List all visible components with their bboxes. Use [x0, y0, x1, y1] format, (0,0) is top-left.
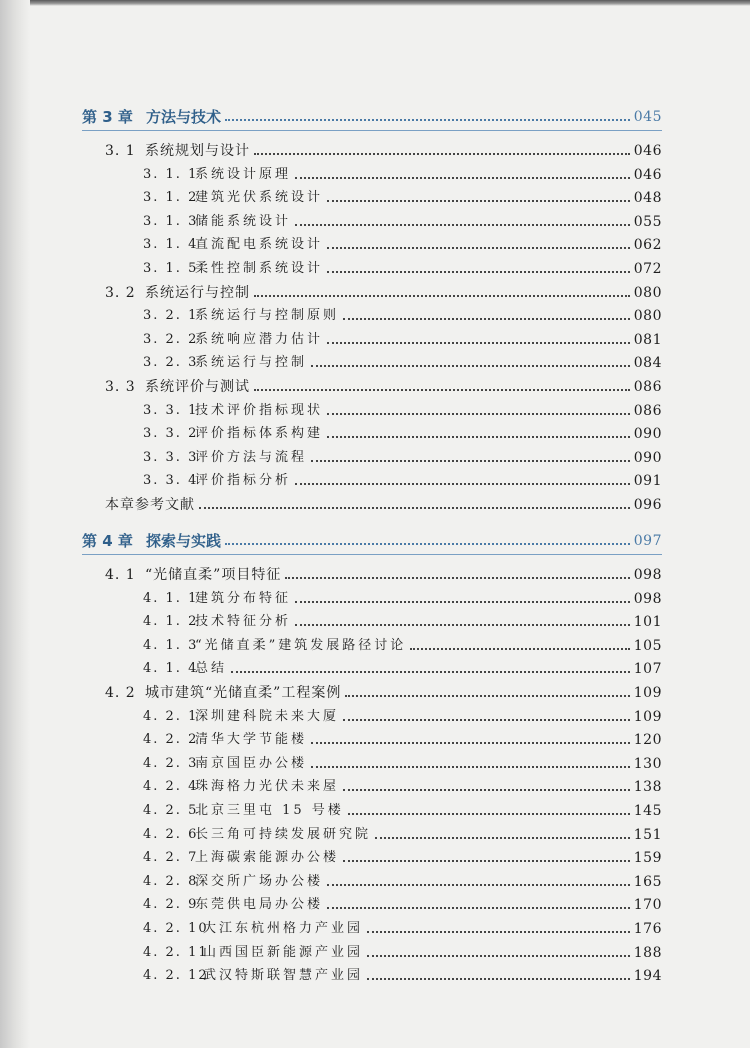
toc-entry-title: 南京国臣办公楼 [195, 756, 308, 771]
toc-entry[interactable] [82, 608, 662, 630]
toc-entry-number: 4. 1. 1 [143, 591, 199, 606]
toc-entry-title: 上海碳索能源办公楼 [195, 850, 340, 865]
toc-entry-label [82, 709, 339, 725]
dot-leader [254, 295, 630, 297]
toc-entry-title: “光储直柔”项目特征 [145, 567, 282, 583]
toc-entry-title: 长三角可持续发展研究院 [195, 827, 372, 842]
toc-entry[interactable] [82, 397, 662, 419]
page-top-edge [0, 0, 750, 6]
toc-entry-label [82, 237, 323, 253]
toc-entry-label [82, 497, 195, 513]
toc-entry-label [82, 332, 323, 348]
dot-leader [231, 671, 630, 673]
toc-entry-number: 3. 3. 4 [143, 473, 199, 488]
toc-entry-title: 评价方法与流程 [195, 450, 308, 465]
toc-entry-label [82, 426, 323, 442]
toc-entry-label [82, 968, 363, 984]
toc-entry-label [82, 732, 307, 748]
toc-entry-title: 探索与实践 [146, 532, 222, 550]
toc-entry-number: 4. 2. 1 [143, 709, 199, 724]
toc-page-number: 090 [633, 426, 662, 442]
toc-page-number: 091 [633, 473, 662, 489]
toc-entry-title: 评价指标分析 [195, 473, 292, 488]
toc-entry[interactable] [82, 915, 662, 937]
toc-page-number: 105 [633, 638, 662, 654]
toc-page-number: 046 [633, 143, 662, 159]
toc-entry-label [82, 591, 291, 607]
dot-leader [285, 577, 629, 579]
dot-leader [295, 224, 630, 226]
toc-entry[interactable] [82, 373, 662, 395]
dot-leader [311, 766, 630, 768]
toc-entry-title: 评价指标体系构建 [195, 426, 324, 441]
toc-entry-title: 系统规划与设计 [145, 143, 250, 159]
toc-entry-label [82, 379, 250, 395]
toc-entry[interactable] [82, 208, 662, 230]
toc-entry-label [82, 450, 307, 466]
toc-entry-number: 4. 2 [105, 685, 136, 701]
dot-leader [311, 460, 630, 462]
toc-entry[interactable] [82, 797, 662, 819]
toc-entry-number: 4. 2. 9 [143, 897, 199, 912]
toc-entry-label [82, 261, 323, 277]
toc-entry-number: 3. 3. 3 [143, 450, 199, 465]
dot-leader [254, 389, 630, 391]
toc-entry-label [82, 214, 291, 230]
toc-entry-title: 系统运行与控制原则 [195, 308, 340, 323]
toc-page-number: 046 [633, 167, 662, 183]
toc-entry-title: 系统评价与测试 [145, 379, 250, 395]
toc-entry-label [82, 567, 281, 583]
dot-leader [367, 931, 630, 933]
toc-entry-number: 4. 2. 7 [143, 850, 199, 865]
toc-entry[interactable] [82, 231, 662, 253]
toc-entry-title: 深圳建科院未来大厦 [195, 709, 340, 724]
toc-entry-number: 3. 1. 4 [143, 237, 199, 252]
toc-page-number: 086 [633, 379, 662, 395]
toc-entry-number: 4. 2. 3 [143, 756, 199, 771]
toc-entry-number: 3. 2 [105, 285, 136, 301]
dot-leader [348, 813, 630, 815]
toc-entry-title: 清华大学节能楼 [195, 732, 308, 747]
dot-leader [327, 271, 630, 273]
toc-entry[interactable] [82, 561, 662, 583]
toc-entry-title: 武汉特斯联智慧产业园 [203, 968, 364, 983]
toc-entry[interactable] [82, 868, 662, 890]
dot-leader [327, 907, 630, 909]
toc-entry-title: 建筑光伏系统设计 [195, 190, 324, 205]
toc-entry[interactable] [82, 349, 662, 371]
toc-entry-title: 大江东杭州格力产业园 [203, 921, 364, 936]
toc-entry-title: 总结 [195, 661, 228, 676]
toc-entry-number: 4. 2. 4 [143, 779, 199, 794]
toc-entry-title: 深交所广场办公楼 [195, 874, 324, 889]
toc-entry-number: 4. 2. 6 [143, 827, 199, 842]
toc-entry[interactable] [82, 326, 662, 348]
toc-page-number: 109 [633, 685, 662, 701]
toc-entry-number: 第 3 章 [82, 108, 133, 126]
toc-entry-number: 4. 2. 2 [143, 732, 199, 747]
toc-entry-number: 3. 3. 2 [143, 426, 199, 441]
toc-entry[interactable] [82, 844, 662, 866]
toc-entry[interactable] [82, 939, 662, 961]
dot-leader [343, 318, 630, 320]
toc-page-number: 159 [633, 850, 662, 866]
binding-shadow [0, 0, 30, 1048]
toc-entry-label [82, 533, 221, 549]
toc-entry[interactable] [82, 655, 662, 677]
toc-entry-number: 4. 1. 2 [143, 614, 199, 629]
toc-entry-title: 技术特征分析 [195, 614, 292, 629]
toc-page-number: 165 [633, 874, 662, 890]
toc-entry-title: “光储直柔”建筑发展路径讨论 [195, 638, 407, 653]
toc-chapter-entry[interactable] [82, 103, 662, 125]
toc-entry-number: 第 4 章 [82, 532, 133, 550]
toc-page-number: 109 [633, 709, 662, 725]
toc-entry[interactable] [82, 773, 662, 795]
toc-entry-title: 技术评价指标现状 [195, 403, 324, 418]
toc-entry[interactable] [82, 632, 662, 654]
toc-entry[interactable] [82, 821, 662, 843]
toc-page-number: 080 [633, 308, 662, 324]
dot-leader [343, 719, 630, 721]
dot-leader [327, 413, 630, 415]
dot-leader [327, 436, 630, 438]
toc-entry-label [82, 308, 339, 324]
dot-leader [295, 177, 630, 179]
toc-entry-label [82, 614, 291, 630]
toc-page-number: 062 [633, 237, 662, 253]
toc-entry-label [82, 403, 323, 419]
toc-page-number: 045 [633, 109, 662, 125]
dot-leader [225, 543, 630, 545]
toc-entry-label [82, 827, 371, 843]
toc-entry-label [82, 803, 344, 819]
toc-page-number: 098 [633, 591, 662, 607]
toc-page-number: 145 [633, 803, 662, 819]
toc-entry-title: 本章参考文献 [105, 497, 195, 513]
toc-entry[interactable] [82, 137, 662, 159]
toc-entry-number: 3. 2. 3 [143, 355, 199, 370]
toc-entry[interactable] [82, 302, 662, 324]
toc-page-number: 055 [633, 214, 662, 230]
dot-leader [311, 742, 630, 744]
toc-references-entry[interactable] [82, 491, 662, 513]
toc-page-number: 101 [633, 614, 662, 630]
toc-entry-number: 3. 1. 5 [143, 261, 199, 276]
toc-page-number: 194 [633, 968, 662, 984]
dot-leader [367, 978, 630, 980]
toc-entry[interactable] [82, 161, 662, 183]
dot-leader [311, 365, 630, 367]
toc-entry-number: 3. 2. 1 [143, 308, 199, 323]
dot-leader [327, 247, 630, 249]
toc-entry-title: 直流配电系统设计 [195, 237, 324, 252]
toc-entry-label [82, 285, 250, 301]
toc-entry-title: 珠海格力光伏未来屋 [195, 779, 340, 794]
toc-page-number: 176 [633, 921, 662, 937]
dot-leader [295, 601, 630, 603]
toc-entry-label [82, 355, 307, 371]
toc-entry-label [82, 473, 291, 489]
toc-entry-label [82, 638, 406, 654]
dot-leader [345, 695, 629, 697]
dot-leader [375, 837, 630, 839]
dot-leader [295, 624, 630, 626]
toc-entry[interactable] [82, 467, 662, 489]
toc-entry[interactable] [82, 891, 662, 913]
toc-page-number: 086 [633, 403, 662, 419]
toc-entry[interactable] [82, 750, 662, 772]
toc-entry[interactable] [82, 420, 662, 442]
toc-entry-number: 4. 2. 10 [143, 921, 209, 936]
toc-page-number: 097 [633, 533, 662, 549]
dot-leader [225, 119, 630, 121]
dot-leader [343, 860, 630, 862]
toc-entry[interactable] [82, 184, 662, 206]
toc-entry[interactable] [82, 255, 662, 277]
toc-entry[interactable] [82, 679, 662, 701]
toc-entry-title: 系统运行与控制 [195, 355, 308, 370]
toc-entry-title: 城市建筑“光储直柔”工程案例 [145, 685, 342, 701]
toc-entry-label [82, 167, 291, 183]
toc-page-number: 098 [633, 567, 662, 583]
toc-entry-number: 4. 1. 3 [143, 638, 199, 653]
toc-entry-title: 方法与技术 [146, 108, 222, 126]
toc-entry-title: 建筑分布特征 [195, 591, 292, 606]
toc-entry-title: 系统设计原理 [195, 167, 292, 182]
toc-page-number: 084 [633, 355, 662, 371]
toc-entry[interactable] [82, 726, 662, 748]
toc-page-number: 120 [633, 732, 662, 748]
toc-entry-title: 山西国臣新能源产业园 [203, 945, 364, 960]
toc-entry-label [82, 850, 339, 866]
toc-page-number: 130 [633, 756, 662, 772]
toc-entry-number: 3. 1. 1 [143, 167, 199, 182]
toc-chapter-entry[interactable] [82, 527, 662, 549]
toc-entry-label [82, 190, 323, 206]
dot-leader [367, 955, 630, 957]
toc-entry-title: 系统运行与控制 [145, 285, 250, 301]
dot-leader [343, 789, 630, 791]
toc-page-number: 090 [633, 450, 662, 466]
dot-leader [327, 884, 630, 886]
toc-page-number: 081 [633, 332, 662, 348]
toc-entry-title: 东莞供电局办公楼 [195, 897, 324, 912]
toc-entry-number: 3. 2. 2 [143, 332, 199, 347]
toc-page-number: 170 [633, 897, 662, 913]
toc-entry-number: 4. 1 [105, 567, 136, 583]
toc-entry-label [82, 874, 323, 890]
toc-entry-number: 3. 1. 3 [143, 214, 199, 229]
toc-entry-number: 4. 2. 5 [143, 803, 199, 818]
toc-entry[interactable] [82, 585, 662, 607]
toc-entry[interactable] [82, 962, 662, 984]
toc-entry-number: 3. 3. 1 [143, 403, 199, 418]
toc-entry-title: 储能系统设计 [195, 214, 292, 229]
toc-entry[interactable] [82, 279, 662, 301]
toc-entry-title: 系统响应潜力估计 [195, 332, 324, 347]
toc-page-number: 096 [633, 497, 662, 513]
dot-leader [327, 342, 630, 344]
toc-entry-number: 4. 2. 11 [143, 945, 209, 960]
toc-page-number: 188 [633, 945, 662, 961]
toc-entry-label [82, 897, 323, 913]
toc-entry-title: 北京三里屯 15 号楼 [195, 803, 344, 818]
toc-page-number: 048 [633, 190, 662, 206]
toc-entry[interactable] [82, 444, 662, 466]
toc-entry-label [82, 779, 339, 795]
dot-leader [295, 483, 630, 485]
toc-page-number: 072 [633, 261, 662, 277]
toc-entry-number: 3. 1. 2 [143, 190, 199, 205]
dot-leader [410, 648, 629, 650]
toc-entry-label [82, 945, 363, 961]
dot-leader [199, 507, 630, 509]
toc-entry[interactable] [82, 703, 662, 725]
toc-entry-label [82, 756, 307, 772]
toc-page-number: 107 [633, 661, 662, 677]
toc-entry-number: 4. 2. 12 [143, 968, 209, 983]
toc-entry-number: 4. 2. 8 [143, 874, 199, 889]
toc-entry-label [82, 921, 363, 937]
chapter-divider [82, 130, 662, 131]
dot-leader [254, 153, 630, 155]
toc-page-number: 080 [633, 285, 662, 301]
toc-entry-label [82, 143, 250, 159]
toc-page-number: 151 [633, 827, 662, 843]
toc-entry-label [82, 685, 341, 701]
toc-entry-number: 3. 1 [105, 143, 136, 159]
dot-leader [327, 200, 630, 202]
toc-entry-number: 4. 1. 4 [143, 661, 199, 676]
toc-page-number: 138 [633, 779, 662, 795]
toc-entry-title: 柔性控制系统设计 [195, 261, 324, 276]
toc-entry-label [82, 109, 221, 125]
chapter-divider [82, 554, 662, 555]
toc-entry-label [82, 661, 227, 677]
toc-entry-number: 3. 3 [105, 379, 136, 395]
